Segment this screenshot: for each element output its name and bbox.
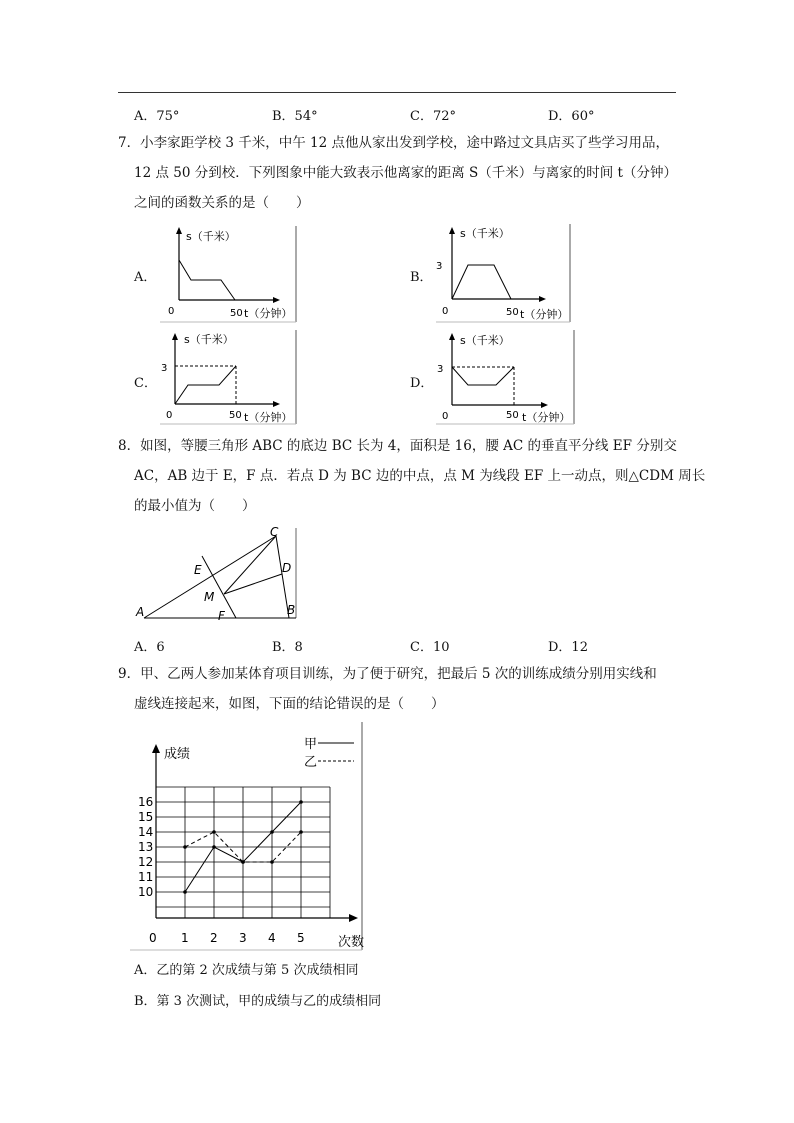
graph-origin: 0 — [442, 411, 449, 422]
q7-text-line2: 12 点 50 分到校．下列图象中能大致表示他离家的距离 S（千米）与离家的时间 t（分钟） — [134, 165, 677, 181]
graph-y-tick: 3 — [437, 364, 444, 375]
q6-option-d[interactable]: D．60° — [548, 109, 595, 124]
q7-option-c-label[interactable]: C． — [134, 376, 157, 391]
chart-grid — [156, 787, 330, 918]
q8-option-c[interactable]: C．10 — [410, 640, 450, 655]
q7-graph-a[interactable] — [158, 224, 298, 324]
q7-text-line1: 7．小李家距学校 3 千米，中午 12 点他从家出发到学校，途中路过文具店买了些学习用品， — [118, 135, 670, 151]
graph-y-tick: 3 — [161, 363, 168, 374]
q7-graph-c[interactable] — [158, 328, 298, 426]
y-tick-label: 10 — [138, 885, 154, 899]
chart-ylabel: 成绩 — [164, 747, 191, 762]
graph-x-tick: 50 — [506, 307, 519, 318]
q6-option-a[interactable]: A．75° — [134, 109, 180, 124]
point-a-label: A — [136, 605, 145, 619]
data-point — [183, 845, 187, 849]
graph-xlabel: t（分钟） — [244, 307, 293, 320]
graph-xlabel: t（分钟） — [244, 411, 293, 424]
y-tick-label: 13 — [138, 840, 154, 854]
point-b-label: B — [287, 603, 296, 617]
q6-option-b[interactable]: B．54° — [272, 109, 318, 124]
graph-ylabel: s（千米） — [460, 227, 510, 240]
x-axis-arrow — [349, 914, 358, 922]
q7-graph-d[interactable] — [434, 328, 576, 426]
q9-text-line1: 9．甲、乙两人参加某体育项目训练，为了便于研究，把最后 5 次的训练成绩分别用实线和 — [118, 666, 657, 682]
chart-xlabel: 次数 — [338, 935, 364, 950]
data-point — [212, 830, 216, 834]
q9-line-chart — [130, 722, 364, 952]
graph-origin: 0 — [442, 306, 449, 317]
point-c-label: C — [270, 526, 279, 539]
x-tick-label: 3 — [239, 931, 247, 945]
data-point — [183, 890, 187, 894]
graph-ylabel: s（千米） — [460, 334, 510, 347]
point-f-label: F — [218, 609, 225, 623]
y-tick-label: 16 — [138, 795, 154, 809]
x-tick-label: 1 — [181, 931, 189, 945]
y-tick-label: 15 — [138, 810, 154, 824]
y-tick-label: 12 — [138, 855, 154, 869]
q9-text-line2: 虚线连接起来，如图，下面的结论错误的是（ ） — [134, 696, 445, 712]
y-axis-arrow — [152, 744, 160, 753]
data-point — [299, 830, 303, 834]
q8-triangle-figure — [134, 526, 300, 626]
data-point — [212, 845, 216, 849]
graph-origin: 0 — [166, 410, 173, 421]
graph-xlabel: t（分钟） — [522, 411, 571, 424]
graph-ylabel: s（千米） — [184, 333, 234, 346]
q7-text-line3: 之间的函数关系的是（ ） — [134, 195, 310, 211]
data-point — [270, 860, 274, 864]
x-tick-label: 4 — [268, 931, 276, 945]
graph-x-tick: 50 — [229, 410, 242, 421]
graph-ylabel: s（千米） — [186, 230, 236, 243]
q7-option-d-label[interactable]: D． — [410, 376, 434, 391]
legend-jia-label: 甲 — [304, 737, 318, 752]
graph-origin: 0 — [168, 306, 175, 317]
q8-option-b[interactable]: B．8 — [272, 640, 303, 655]
graph-x-tick: 50 — [506, 410, 519, 421]
q6-option-c[interactable]: C．72° — [410, 109, 456, 124]
x-tick-label: 2 — [210, 931, 218, 945]
graph-y-tick: 3 — [436, 261, 443, 272]
q8-text-line2: AC，AB 边于 E，F 点．若点 D 为 BC 边的中点，点 M 为线段 EF 上一动点，则△CDM 周长 — [134, 468, 706, 484]
q8-text-line3: 的最小值为（ ） — [134, 498, 256, 514]
header-rule — [118, 92, 676, 93]
graph-xlabel: t（分钟） — [520, 308, 569, 321]
chart-origin: 0 — [149, 931, 157, 945]
q7-option-b-label[interactable]: B． — [410, 270, 433, 285]
data-point — [299, 800, 303, 804]
q9-option-a[interactable]: A．乙的第 2 次成绩与第 5 次成绩相同 — [134, 963, 359, 978]
q8-option-d[interactable]: D．12 — [548, 640, 588, 655]
x-tick-label: 5 — [297, 931, 305, 945]
q8-option-a[interactable]: A．6 — [134, 640, 165, 655]
data-point — [241, 860, 245, 864]
y-tick-label: 11 — [138, 870, 154, 884]
q8-text-line1: 8．如图，等腰三角形 ABC 的底边 BC 长为 4，面积是 16，腰 AC 的垂直平分线 EF 分别交 — [118, 438, 677, 454]
q9-option-b[interactable]: B．第 3 次测试，甲的成绩与乙的成绩相同 — [134, 994, 382, 1009]
point-m-label: M — [204, 590, 215, 604]
point-e-label: E — [194, 563, 202, 577]
point-d-label: D — [282, 561, 292, 575]
q7-graph-b[interactable] — [434, 222, 574, 324]
q7-option-a-label[interactable]: A． — [134, 270, 157, 285]
data-point — [270, 830, 274, 834]
graph-x-tick: 50 — [230, 308, 243, 319]
legend-yi-label: 乙 — [304, 755, 318, 770]
y-tick-label: 14 — [138, 825, 154, 839]
